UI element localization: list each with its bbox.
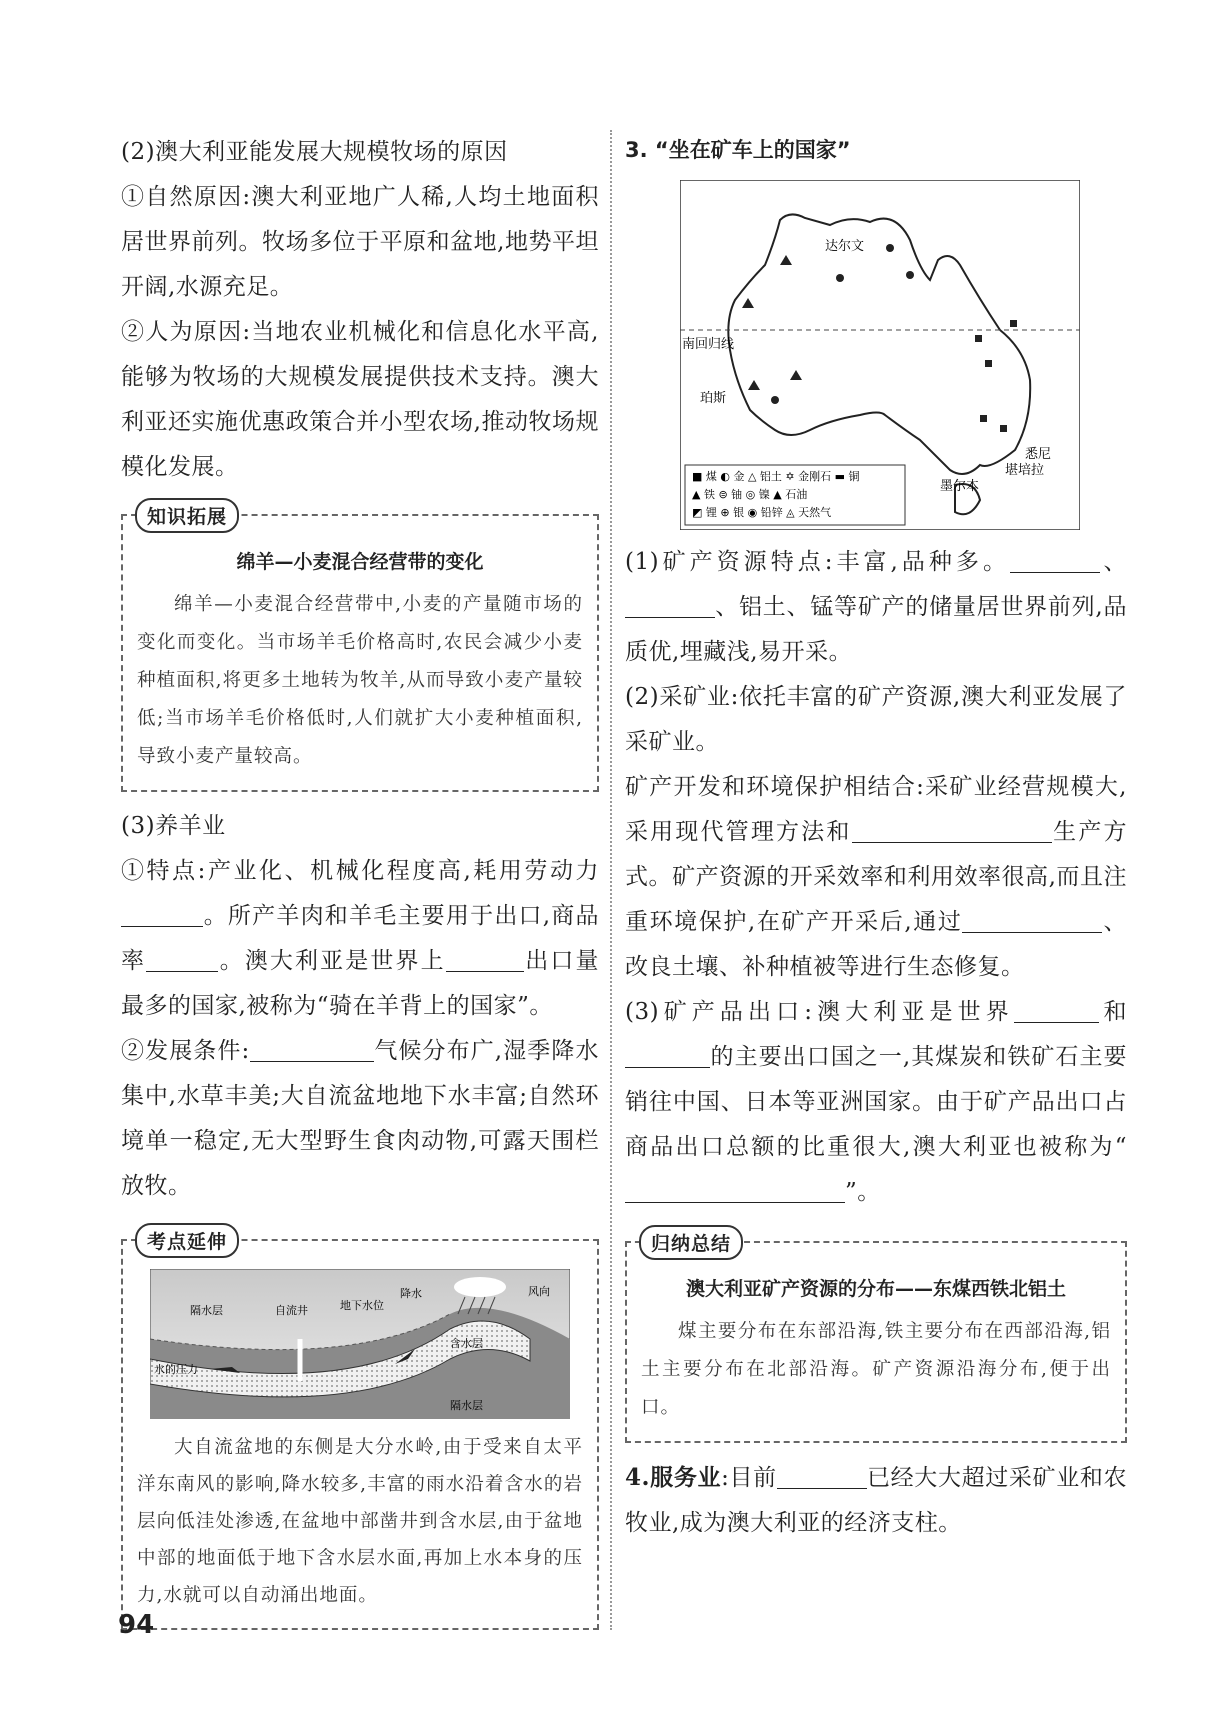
column-divider [610, 130, 612, 1630]
human-reasons: ②人为原因:当地农业机械化和信息化水平高,能够为牧场的大规模发展提供技术支持。澳大利亚还实施优惠政策合并小型农场,推动牧场规模化发展。 [121, 319, 599, 480]
box-text: 绵羊—小麦混合经营带中,小麦的产量随市场的变化而变化。当市场羊毛价格高时,农民会减少小麦种植面积,将更多土地转为牧羊,从而导致小麦产量较低;当市场羊毛价格低时,人们就扩大小麦种植面积,导致小麦产量较高。 [137, 594, 583, 767]
blank-q3-3[interactable] [625, 1176, 845, 1203]
diagram-label: 风向 [528, 1285, 550, 1298]
sheep-conditions: ②发展条件: 气候分布广,湿季降水集中,水草丰美;大自流盆地地下水丰富;自然环境单一稳定,无大型野生食肉动物,可露天围栏放牧。 [121, 1029, 599, 1209]
right-column [625, 130, 1127, 1546]
summary-box [625, 1233, 1127, 1443]
q1: (1)矿产资源特点:丰富,品种多。 、、铝土、锰等矿产的储量居世界前列,品质优,埋藏浅,易开采。 [625, 540, 1127, 675]
blank-4[interactable] [250, 1035, 374, 1062]
left-column [121, 130, 599, 1642]
diagram-label: 地下水位 [340, 1299, 384, 1312]
box-text: 煤主要分布在东部沿海,铁主要分布在西部沿海,铝土主要分布在北部沿海。矿产资源沿海分布,便于出口。 [641, 1321, 1111, 1418]
q3: (3)矿产品出口:澳大利亚是世界 和的主要出口国之一,其煤炭和铁矿石主要销往中国、日本等亚洲国家。由于矿产品出口占商品出口总额的比重很大,澳大利亚也被称为“”。 [625, 990, 1127, 1215]
blank-q1-2[interactable] [625, 591, 715, 618]
q2: (2)采矿业:依托丰富的矿产资源,澳大利亚发展了采矿业。 [625, 684, 1127, 755]
map-label-tropic: 南回归线 [682, 337, 735, 352]
legend-row: ■ 煤 ◐ 金 △ 铝土 ✡ 金刚石 ▬ 铜 [692, 470, 860, 483]
section-3-title: (3)养羊业 [121, 813, 226, 839]
box-tag: 知识拓展 [135, 498, 239, 533]
artesian-basin-diagram [150, 1269, 570, 1419]
diagram-label: 自流井 [275, 1304, 308, 1317]
box-text: 大自流盆地的东侧是大分水岭,由于受来自太平洋东南风的影响,降水较多,丰富的雨水沿着含水的岩层向低洼处渗透,在盆地中部凿井到含水层,由于盆地中部的地面低于地下含水层水面,再加上水本身的压力,水就可以自动涌出地面。 [137, 1437, 583, 1606]
sheep-features: ①特点:产业化、机械化程度高,耗用劳动力。所产羊肉和羊毛主要用于出口,商品率 。澳大利亚是世界上 出口量最多的国家,被称为“骑在羊背上的国家”。 [121, 858, 600, 1019]
map-label-canberra: 堪培拉 [1005, 463, 1045, 478]
diagram-label: 含水层 [450, 1337, 483, 1350]
q2-detail: 矿产开发和环境保护相结合:采矿业经营规模大,采用现代管理方法和 生产方式。矿产资源的开采效率和利用效率很高,而且注重环境保护,在矿产开采后,通过 、改良土壤、补种植被等进行生态修复。 [625, 774, 1128, 980]
box-tag: 归纳总结 [639, 1225, 743, 1260]
page-number: 94 [118, 1610, 155, 1640]
blank-2[interactable] [146, 945, 218, 972]
section-3-heading: 3. “坐在矿车上的国家” [625, 138, 851, 162]
australia-minerals-map [680, 180, 1080, 530]
diagram-label: 隔水层 [450, 1399, 483, 1412]
natural-reasons: ①自然原因:澳大利亚地广人稀,人均土地面积居世界前列。牧场多位于平原和盆地,地势平坦开阔,水源充足。 [121, 184, 599, 300]
legend-row: ◩ 锂 ⊕ 银 ◉ 铅锌 ◬ 天然气 [692, 506, 832, 519]
map-label-perth: 珀斯 [700, 391, 727, 406]
diagram-label: 降水 [400, 1287, 422, 1300]
map-label-melbourne: 墨尔本 [940, 479, 980, 494]
diagram-label: 水的压力 [154, 1363, 198, 1376]
box-title: 绵羊—小麦混合经营带的变化 [236, 551, 484, 573]
legend-row: ▲ 铁 ⊜ 铀 ◎ 镍 ▲ 石油 [692, 488, 808, 501]
blank-q3-2[interactable] [625, 1041, 710, 1068]
blank-q2-1[interactable] [852, 816, 992, 843]
blank-q2-2[interactable] [992, 816, 1052, 843]
map-label-sydney: 悉尼 [1025, 447, 1052, 462]
diagram-label: 隔水层 [190, 1304, 223, 1317]
map-label-darwin: 达尔文 [825, 239, 865, 254]
exam-extension-box [121, 1231, 599, 1630]
blank-s4[interactable] [777, 1462, 867, 1489]
box-title: 澳大利亚矿产资源的分布——东煤西铁北铝土 [685, 1278, 1066, 1300]
blank-q1-1[interactable] [1010, 546, 1100, 573]
blank-q3-1[interactable] [1014, 996, 1099, 1023]
blank-3[interactable] [446, 945, 524, 972]
section-4: 4.服务业:目前 已经大大超过采矿业和农牧业,成为澳大利亚的经济支柱。 [625, 1464, 1128, 1536]
box-tag: 考点延伸 [135, 1223, 239, 1258]
blank-q2-3[interactable] [962, 906, 1102, 933]
knowledge-extension-box [121, 506, 599, 792]
section-2-title: (2)澳大利亚能发展大规模牧场的原因 [121, 139, 508, 165]
blank-1[interactable] [121, 900, 203, 927]
